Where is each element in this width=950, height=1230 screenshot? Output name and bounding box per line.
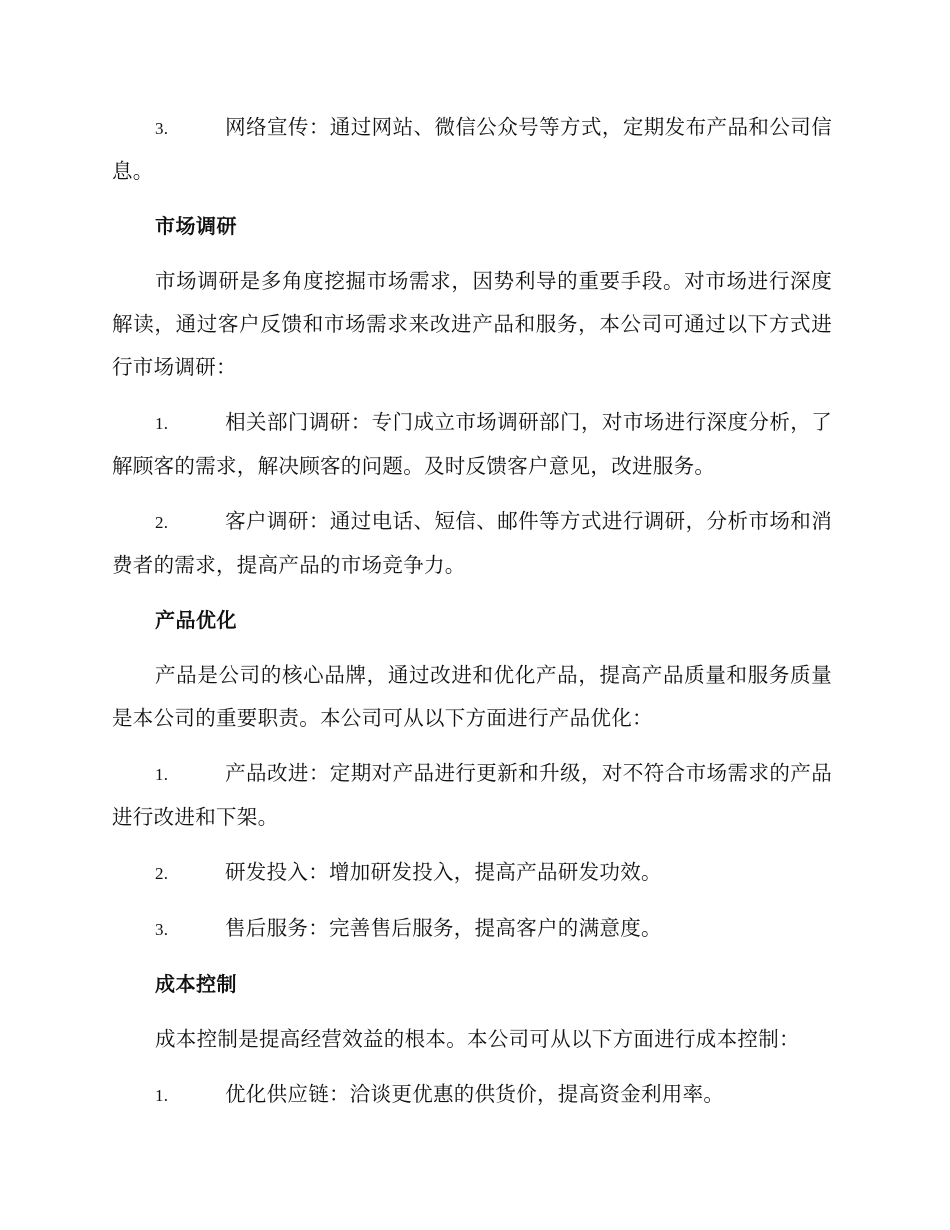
list-item-wangluo-xuanchuan: [112, 106, 832, 193]
section-heading-cost-control: 成本控制: [155, 972, 237, 996]
list-item-department-research: [112, 401, 832, 488]
list-item-text: 网络宣传：通过网站、微信公众号等方式，定期发布产品和公司信息。: [112, 115, 832, 183]
list-number: 2.: [155, 513, 169, 532]
list-number: 1.: [155, 765, 169, 784]
section-heading-market-research: 市场调研: [155, 214, 237, 238]
list-number: 1.: [155, 1086, 169, 1105]
list-number: 3.: [155, 920, 169, 939]
list-item-text: 相关部门调研：专门成立市场调研部门，对市场进行深度分析，了解顾客的需求，解决顾客的问题。及时反馈客户意见，改进服务。: [112, 410, 832, 478]
list-item-text: 产品改进：定期对产品进行更新和升级，对不符合市场需求的产品进行改进和下架。: [112, 761, 832, 829]
list-number: 3.: [155, 119, 169, 138]
list-number: 1.: [155, 414, 169, 433]
section-heading-product-optimization: 产品优化: [155, 608, 237, 632]
list-item-customer-research: [112, 500, 832, 587]
list-item-product-improvement: [112, 752, 832, 839]
paragraph-market-research: 市场调研是多角度挖掘市场需求，因势利导的重要手段。对市场进行深度解读，通过客户反馈和市场需求来改进产品和服务，本公司可通过以下方式进行市场调研：: [112, 269, 832, 379]
list-item-text: 研发投入：增加研发投入，提高产品研发功效。: [225, 860, 662, 884]
list-item-text: 优化供应链：洽谈更优惠的供货价，提高资金利用率。: [225, 1082, 725, 1106]
list-item-text: 售后服务：完善售后服务，提高客户的满意度。: [225, 916, 662, 940]
paragraph-cost-control: 成本控制是提高经营效益的根本。本公司可从以下方面进行成本控制：: [155, 1027, 800, 1051]
list-item-text: 客户调研：通过电话、短信、邮件等方式进行调研，分析市场和消费者的需求，提高产品的市场竞争力。: [112, 509, 832, 577]
paragraph-product-optimization: 产品是公司的核心品牌，通过改进和优化产品，提高产品质量和服务质量是本公司的重要职责。本公司可从以下方面进行产品优化：: [112, 663, 832, 730]
list-item-after-sales: [112, 907, 832, 951]
document-body: [112, 106, 832, 1129]
list-item-rd-investment: [112, 851, 832, 895]
list-number: 2.: [155, 864, 169, 883]
list-item-supply-chain: [112, 1073, 832, 1117]
